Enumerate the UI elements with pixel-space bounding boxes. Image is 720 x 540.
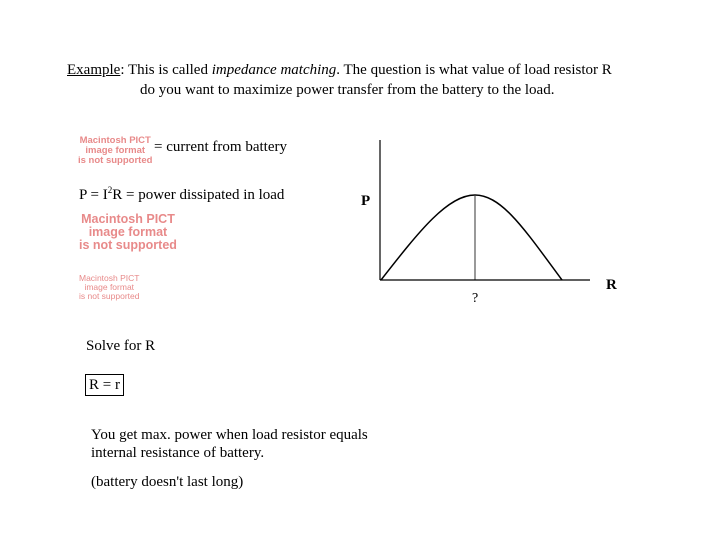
peak-question-label: ? — [472, 291, 479, 306]
current-from-battery-text: = current from battery — [154, 139, 287, 155]
solve-for-r-text: Solve for R — [86, 338, 156, 354]
battery-note: (battery doesn't last long) — [91, 474, 244, 490]
pict-placeholder-power-eq: Macintosh PICT image format is not supported — [79, 212, 177, 253]
example-label: Example — [67, 62, 121, 78]
pict-placeholder-current-eq: Macintosh PICT image format is not supported — [78, 135, 153, 166]
example-header-line2: do you want to maximize power transfer from the battery to the load. — [140, 82, 555, 98]
power-curve — [381, 195, 562, 280]
y-axis-label: P — [361, 193, 371, 209]
impedance-matching-term: impedance matching — [211, 62, 337, 78]
conclusion-line2: internal resistance of battery. — [91, 445, 265, 461]
result-r-equals-r: R = r — [85, 374, 124, 396]
pict-placeholder-derivative-eq: Macintosh PICT image format is not supported — [79, 273, 140, 301]
power-equation: $P = I^2R$ = power dissipated in load — [79, 185, 285, 203]
example-intro: : This is called — [120, 62, 212, 78]
conclusion-line1: You get max. power when load resistor equals — [91, 427, 368, 443]
x-axis-label: R — [606, 277, 617, 293]
question-text: . The question is what value of load resistor R — [336, 62, 612, 78]
